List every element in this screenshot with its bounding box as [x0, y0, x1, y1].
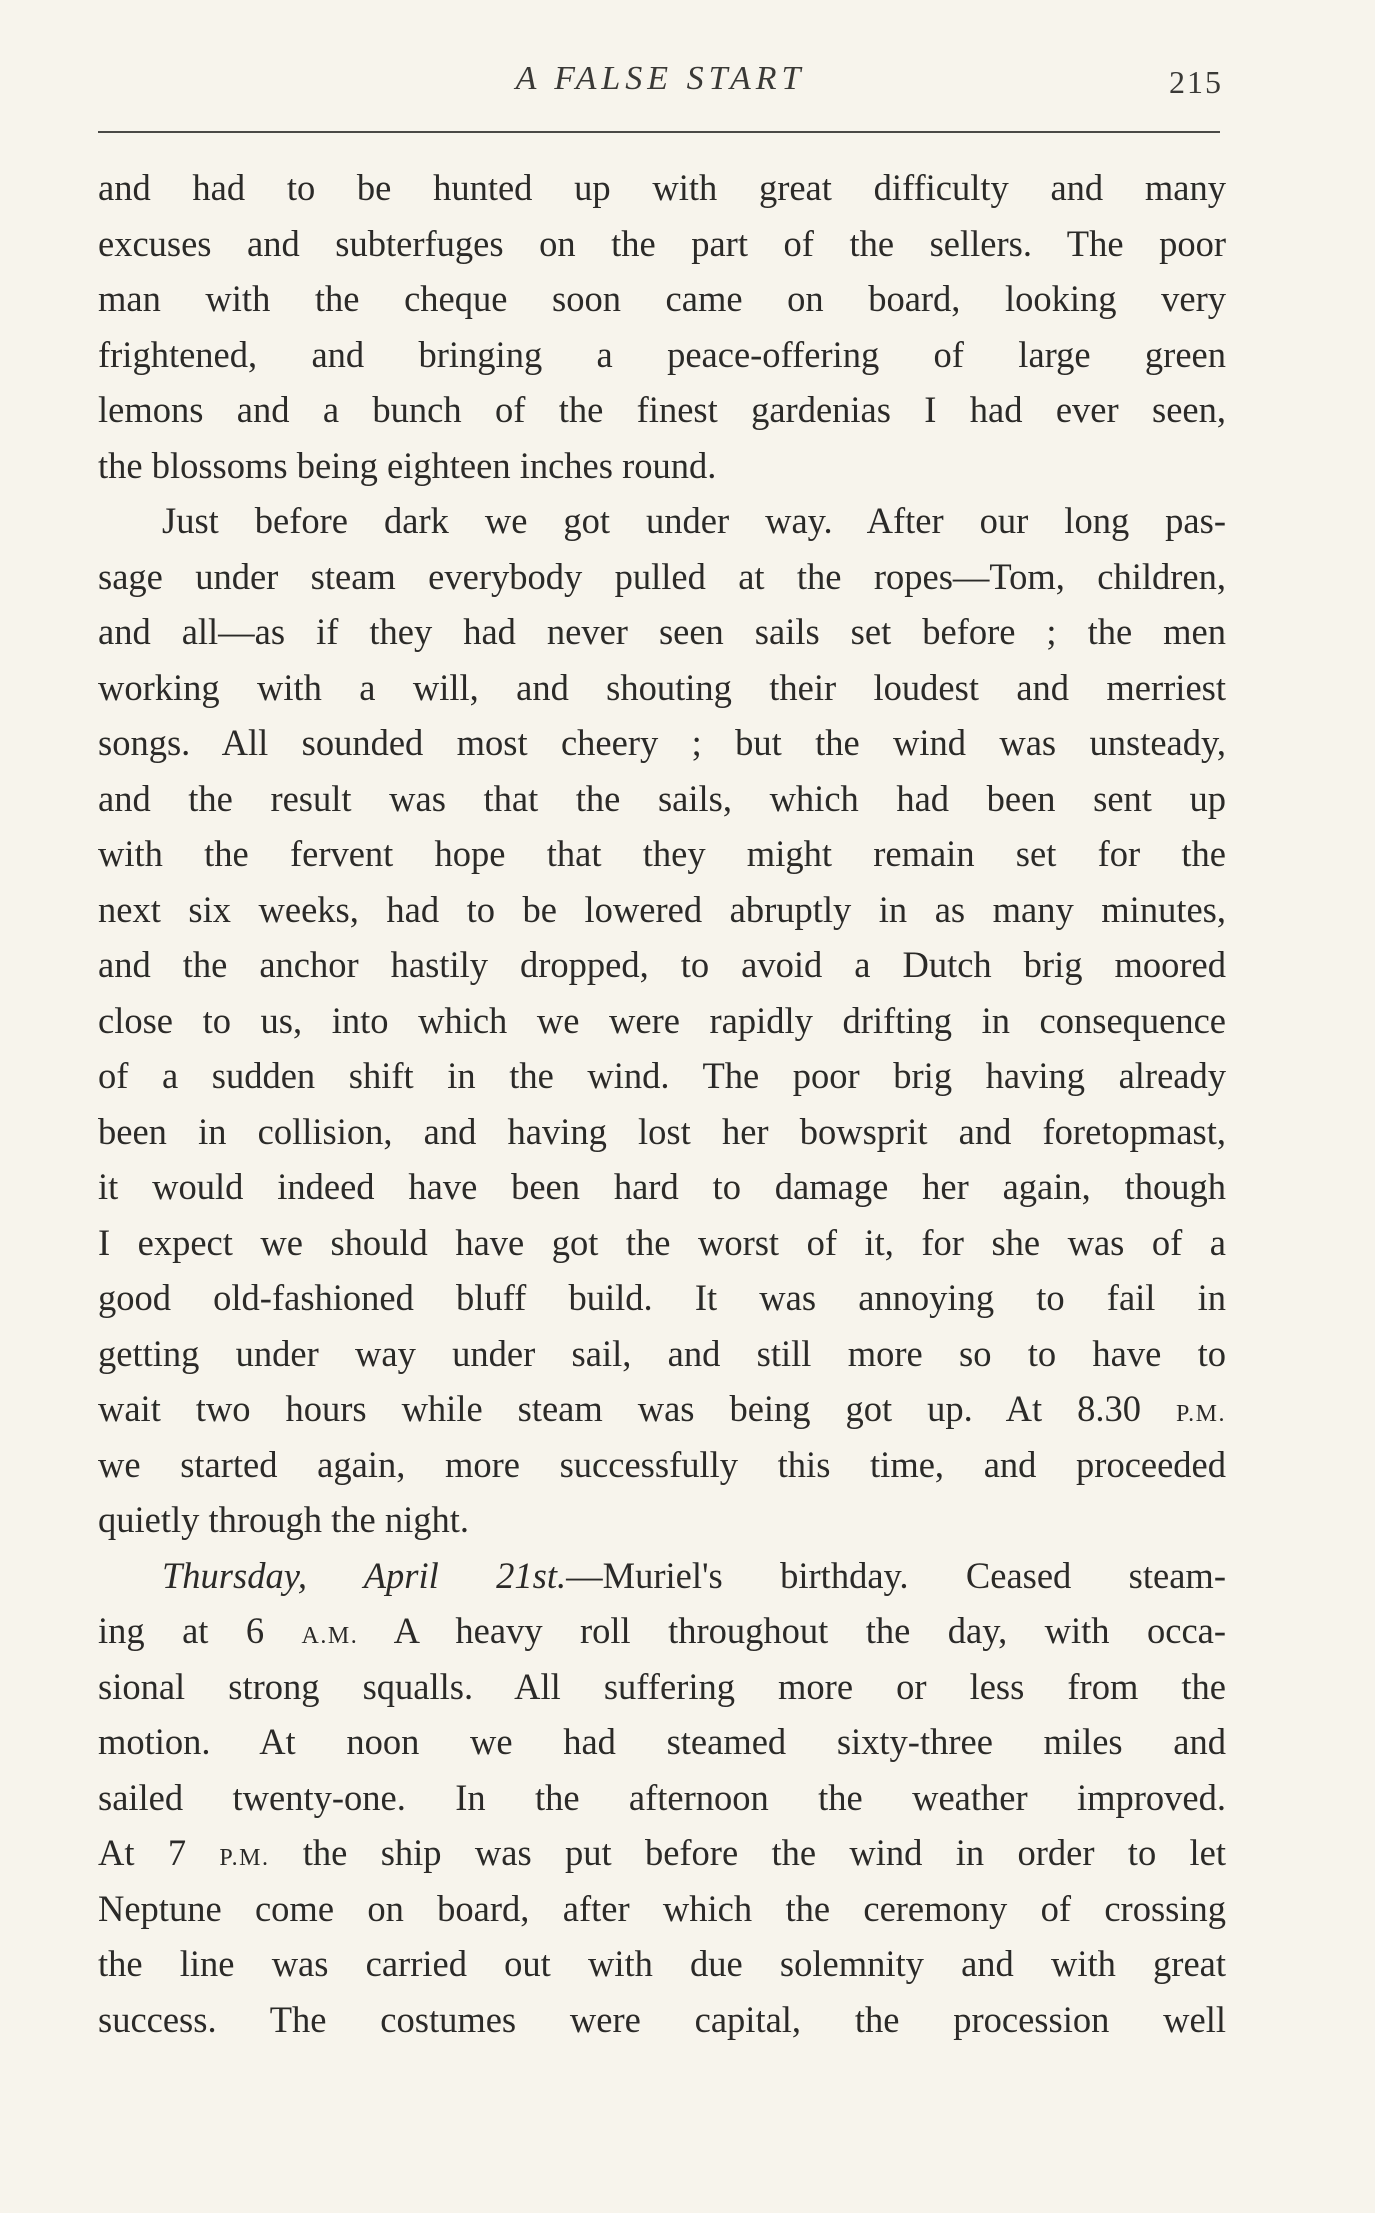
text-line: frightened, and bringing a peace-offering of large green: [98, 333, 1226, 375]
text-line: man with the cheque soon came on board, looking very: [98, 278, 1226, 319]
time-abbreviation: A.M.: [301, 1623, 359, 1649]
text-line: sional strong squalls. All suffering more or less from the: [98, 1665, 1226, 1707]
text-line: next six weeks, had to be lowered abruptly in as many minutes,: [98, 888, 1226, 930]
text-line: songs. All sounded most cheery ; but the wind was unsteady,: [98, 722, 1226, 763]
text-line: good old-fashioned bluff build. It was annoying to fail in: [98, 1277, 1226, 1318]
text-line: Neptune come on board, after which the ceremony of crossing: [98, 1887, 1226, 1929]
text-line: success. The costumes were capital, the procession well: [98, 1998, 1226, 2040]
text-line: I expect we should have got the worst of it, for she was of a: [98, 1221, 1226, 1263]
paragraph-first-line: Just before dark we got under way. After our long pas-: [162, 500, 1226, 541]
page-number: 215: [1169, 64, 1223, 100]
text-line: with the fervent hope that they might remain set for the: [98, 833, 1226, 874]
text-line: excuses and subterfuges on the part of the sellers. The poor: [98, 222, 1226, 264]
diary-date: Thursday, April 21st.: [162, 1554, 567, 1596]
text-line: the line was carried out with due solemnity and with great: [98, 1943, 1226, 1984]
text-line: sailed twenty-one. In the afternoon the weather improved.: [98, 1776, 1226, 1818]
text-line: the blossoms being eighteen inches round.: [98, 444, 717, 486]
line-text: ing at 6: [98, 1610, 302, 1651]
time-abbreviation: P.M.: [219, 1845, 270, 1871]
text-line: lemons and a bunch of the finest gardenias I had ever seen,: [98, 389, 1226, 430]
text-line: [98, 1381, 1226, 1437]
body-text: [98, 160, 1226, 2047]
line-text: A heavy roll throughout the day, with occa-: [358, 1610, 1226, 1651]
text-line: sage under steam everybody pulled at the ropes—Tom, children,: [98, 555, 1226, 597]
text-line: and the result was that the sails, which had been sent up: [98, 777, 1226, 819]
line-text: At 7: [98, 1832, 220, 1873]
text-line: getting under way under sail, and still more so to have to: [98, 1332, 1226, 1374]
running-head: [98, 60, 1223, 110]
text-line: we started again, more successfully this time, and proceeded: [98, 1443, 1226, 1485]
text-line: been in collision, and having lost her bowsprit and foretopmast,: [98, 1110, 1226, 1152]
text-line: [98, 1603, 1226, 1659]
text-line: and all—as if they had never seen sails set before ; the men: [98, 611, 1226, 652]
text-line: [98, 1825, 1226, 1881]
running-title: A FALSE START: [515, 60, 806, 97]
text-line: and the anchor hastily dropped, to avoid a Dutch brig moored: [98, 944, 1226, 985]
line-text: wait two hours while steam was being got up. At 8.30: [98, 1388, 1176, 1429]
text-line: it would indeed have been hard to damage her again, though: [98, 1166, 1226, 1207]
text-line: of a sudden shift in the wind. The poor brig having already: [98, 1055, 1226, 1096]
header-rule: [98, 131, 1220, 133]
time-abbreviation: P.M.: [1175, 1401, 1226, 1427]
line-text: —Muriel's birthday. Ceased steam-: [566, 1554, 1226, 1596]
text-line: motion. At noon we had steamed sixty-three miles and: [98, 1721, 1226, 1762]
text-line: and had to be hunted up with great difficulty and many: [98, 167, 1226, 208]
paragraph-first-line: [98, 1548, 1226, 1604]
text-line: working with a will, and shouting their loudest and merriest: [98, 666, 1226, 708]
text-line: close to us, into which we were rapidly drifting in consequence: [98, 999, 1226, 1041]
line-text: the ship was put before the wind in order to let: [269, 1832, 1226, 1873]
text-line: quietly through the night.: [98, 1499, 470, 1540]
